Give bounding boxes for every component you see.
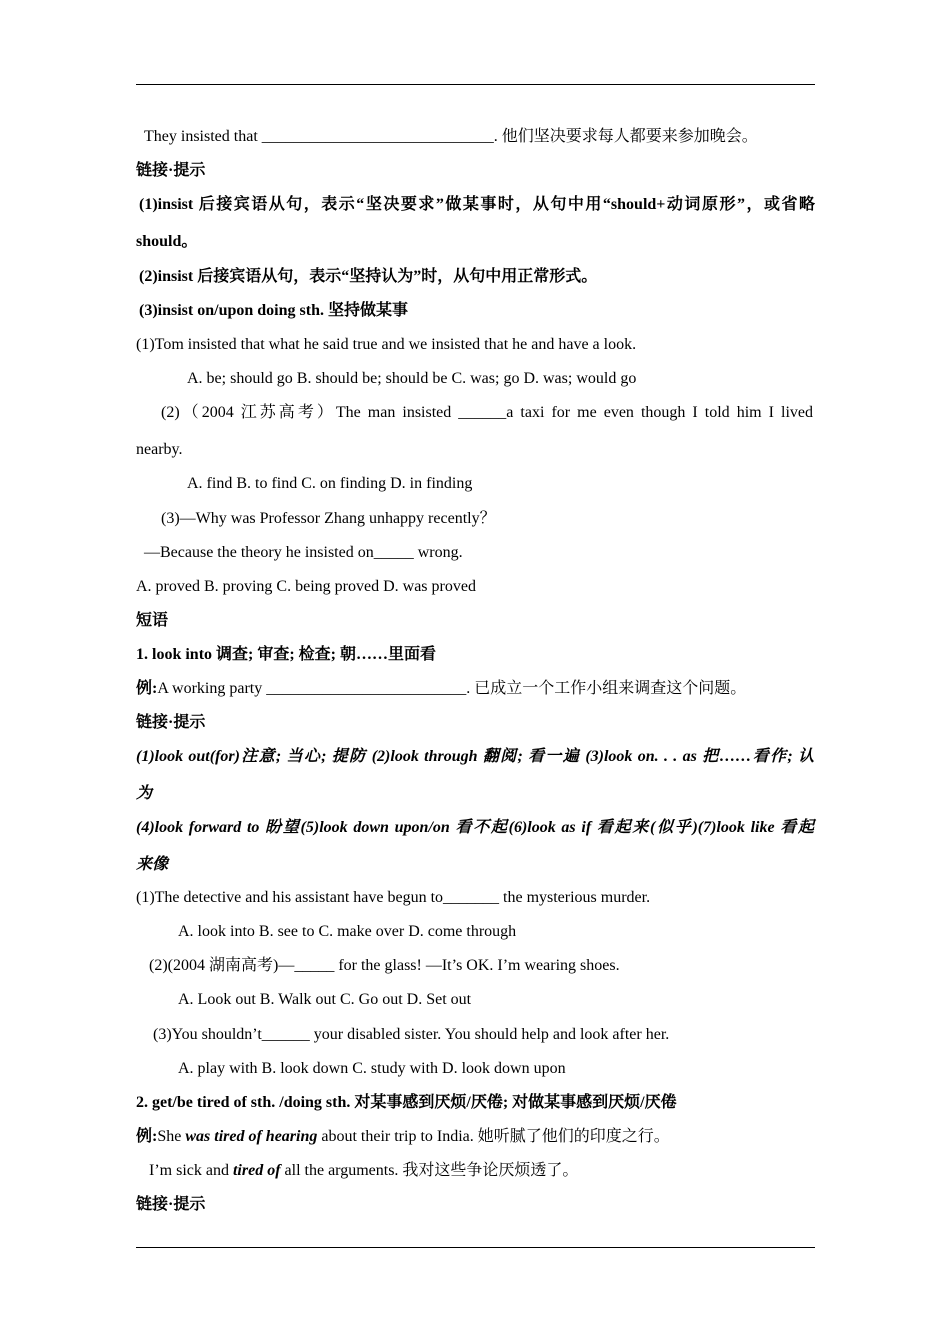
- tip-line: (3)insist on/upon doing sth. 坚持做某事: [139, 302, 408, 319]
- question-text: (1)The detective and his assistant have begun to_______ the mysterious murder.: [136, 889, 651, 906]
- example-emphasis: was tired of hearing: [185, 1128, 318, 1145]
- example-text: A working party _________________________. 已成立一个工作小组来调查这个问题。: [157, 680, 747, 697]
- answer-options: A. look into B. see to C. make over D. come through: [178, 923, 517, 940]
- tip-line: (1)look out(for)注意; 当心; 提防 (2)look through 翻阅; 看一遍 (3)look on. . . as 把……看作; 认: [136, 748, 814, 765]
- tip-line: should。: [136, 233, 198, 250]
- question-text: (2)(2004 湖南高考)—_____ for the glass! —It’s OK. I’m wearing shoes.: [149, 957, 620, 974]
- example-label: 例:: [136, 680, 158, 697]
- example-sentence: [149, 1161, 829, 1181]
- phrase-heading: 2. get/be tired of sth. /doing sth. 对某事感到厌烦/厌倦; 对做某事感到厌烦/厌倦: [136, 1094, 677, 1111]
- footer-rule: [136, 1247, 815, 1248]
- example-text: I’m sick and: [149, 1162, 233, 1179]
- example-sentence: [136, 679, 816, 699]
- section-heading: 链接·提示: [136, 714, 206, 731]
- section-heading: 链接·提示: [136, 1196, 206, 1213]
- example-text: She: [157, 1128, 186, 1145]
- question-text: nearby.: [136, 441, 183, 458]
- answer-options: A. proved B. proving C. being proved D. was proved: [136, 578, 476, 595]
- section-heading: 短语: [136, 612, 169, 629]
- example-sentence: [136, 1127, 816, 1147]
- answer-options: A. play with B. look down C. study with D. look down upon: [178, 1060, 566, 1077]
- example-text: about their trip to India. 她听腻了他们的印度之行。: [317, 1128, 670, 1145]
- answer-options: A. Look out B. Walk out C. Go out D. Set out: [178, 991, 472, 1008]
- question-text: —Because the theory he insisted on_____ wrong.: [144, 544, 463, 561]
- tip-line: (2)insist 后接宾语从句，表示“坚持认为”时，从句中用正常形式。: [139, 268, 598, 285]
- example-emphasis: tired of: [232, 1162, 281, 1179]
- phrase-heading: 1. look into 调查; 审查; 检查; 朝……里面看: [136, 646, 437, 663]
- example-sentence: They insisted that _____________________________. 他们坚决要求每人都要来参加晚会。: [144, 128, 758, 145]
- question-text: (3)—Why was Professor Zhang unhappy recently？: [161, 510, 496, 527]
- question-text: (1)Tom insisted that what he said true and we insisted that he and have a look.: [136, 336, 637, 353]
- header-rule: [136, 84, 815, 85]
- tip-line: 为: [136, 785, 153, 802]
- answer-options: A. be; should go B. should be; should be C. was; go D. was; would go: [187, 370, 637, 387]
- answer-options: A. find B. to find C. on finding D. in finding: [187, 475, 473, 492]
- tip-line: (1)insist 后接宾语从句，表示“坚决要求”做某事时，从句中用“should+动词原形”，或省略: [139, 196, 815, 213]
- tip-line: 来像: [136, 856, 169, 873]
- question-text: (2)（2004 江苏高考）The man insisted ______a taxi for me even though I told him I lived: [161, 404, 813, 421]
- question-text: (3)You shouldn’t______ your disabled sister. You should help and look after her.: [153, 1026, 670, 1043]
- tip-line: (4)look forward to 盼望(5)look down upon/on 看不起(6)look as if 看起来(似乎)(7)look like 看起: [136, 819, 814, 836]
- example-text: all the arguments. 我对这些争论厌烦透了。: [280, 1162, 579, 1179]
- example-label: 例:: [136, 1128, 158, 1145]
- section-heading: 链接·提示: [136, 162, 206, 179]
